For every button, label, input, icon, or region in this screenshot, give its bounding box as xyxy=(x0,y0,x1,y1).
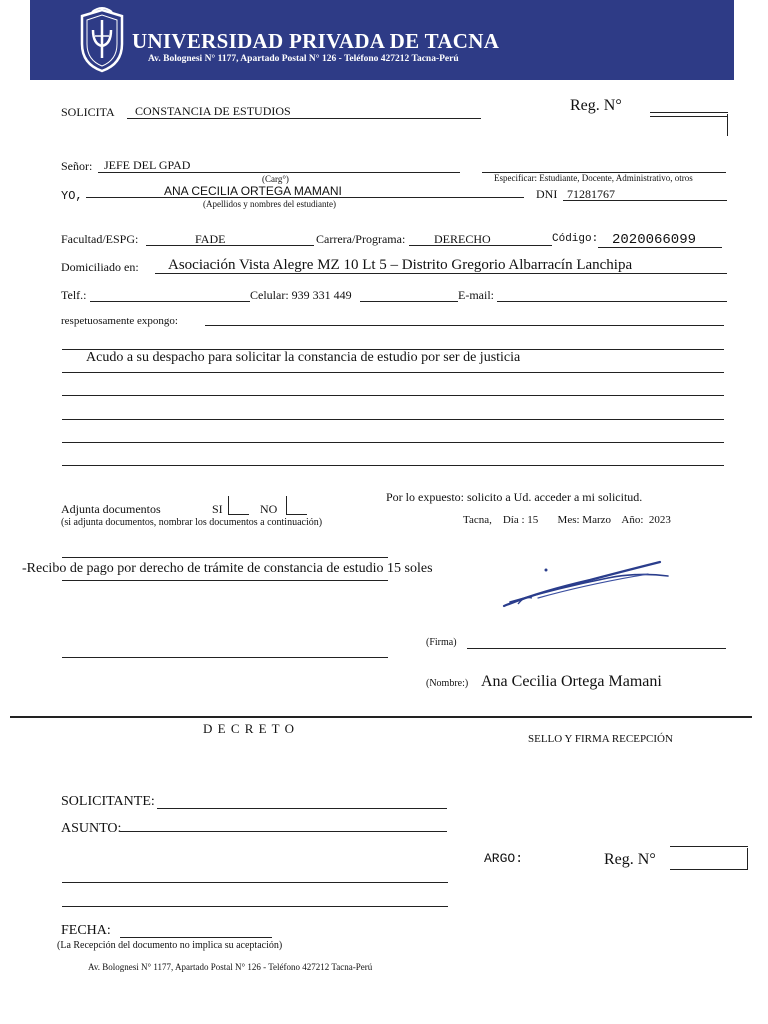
footer-address: Av. Bolognesi N° 1177, Apartado Postal N° 126 - Teléfono 427212 Tacna-Perú xyxy=(88,962,373,972)
nombre-label: (Nombre:) xyxy=(426,678,469,689)
yo-label: YO, xyxy=(61,189,83,203)
senor-value[interactable]: JEFE DEL GPAD xyxy=(104,158,191,172)
signature-icon xyxy=(498,558,678,614)
codigo-label: Código: xyxy=(552,233,599,245)
facultad-value[interactable]: FADE xyxy=(195,232,226,246)
expongo-text[interactable]: Acudo a su despacho para solicitar la constancia de estudio por ser de justicia xyxy=(86,350,521,365)
reg-number-label: Reg. N° xyxy=(570,97,622,114)
sello-firma-recepcion: SELLO Y FIRMA RECEPCIÓN xyxy=(528,733,673,745)
cargo-label: ARGO: xyxy=(484,851,524,866)
decreto-title: D E C R E T O xyxy=(203,721,295,736)
header-banner xyxy=(30,0,734,80)
facultad-label: Facultad/ESPG: xyxy=(61,232,139,246)
section-divider xyxy=(10,716,752,718)
senor-label: Señor: xyxy=(61,159,93,173)
solicitante-label: SOLICITANTE: xyxy=(61,794,155,809)
domicilio-value[interactable]: Asociación Vista Alegre MZ 10 Lt 5 – Distrito Gregorio Albarracín Lanchipa xyxy=(168,257,633,273)
recepcion-note: (La Recepción del documento no implica su aceptación) xyxy=(57,940,283,951)
por-lo-expuesto-text: Por lo expuesto: solicito a Ud. acceder a mi solicitud. xyxy=(386,490,643,504)
dni-value[interactable]: 71281767 xyxy=(567,187,615,201)
documento-adjunto-1[interactable]: -Recibo de pago por derecho de trámite de constancia de estudio 15 soles xyxy=(22,561,433,576)
university-crest-icon xyxy=(76,6,128,74)
asunto-label: ASUNTO: xyxy=(61,821,122,836)
adjunta-si-checkbox[interactable] xyxy=(228,496,249,515)
especificar-hint: Especificar: Estudiante, Docente, Administrativo, otros xyxy=(494,173,693,183)
celular-label: Celular: 939 331 449 xyxy=(250,288,352,302)
university-name: UNIVERSIDAD PRIVADA DE TACNA xyxy=(132,29,500,53)
header-address: Av. Bolognesi N° 1177, Apartado Postal N° 126 - Teléfono 427212 Tacna-Perú xyxy=(148,54,459,64)
solicita-label: SOLICITA xyxy=(61,105,115,119)
telefono-label: Telf.: xyxy=(61,288,87,302)
cargo-hint: (Carg°) xyxy=(262,174,289,184)
adjunta-hint: (si adjunta documentos, nombrar los documentos a continuación) xyxy=(61,517,323,528)
student-name-value[interactable]: ANA CECILIA ORTEGA MAMANI xyxy=(164,184,342,198)
reg-number-decreto-label: Reg. N° xyxy=(604,851,656,868)
adjunta-no-checkbox[interactable] xyxy=(286,496,307,515)
codigo-value[interactable]: 2020066099 xyxy=(612,232,697,248)
email-label: E-mail: xyxy=(458,288,494,302)
carrera-label: Carrera/Programa: xyxy=(316,232,406,246)
dni-label: DNI xyxy=(536,187,558,201)
domicilio-label: Domiciliado en: xyxy=(61,260,139,274)
adjunta-si-label: SI xyxy=(212,502,223,516)
adjunta-no-label: NO xyxy=(260,502,278,516)
solicita-value[interactable]: CONSTANCIA DE ESTUDIOS xyxy=(135,104,291,118)
nombre-value[interactable]: Ana Cecilia Ortega Mamani xyxy=(481,673,662,690)
student-name-hint: (Apellidos y nombres del estudiante) xyxy=(203,199,336,209)
firma-label: (Firma) xyxy=(426,637,457,648)
expongo-label: respetuosamente expongo: xyxy=(61,315,178,327)
fecha-solicitud: Tacna, Día : 15 Mes: Marzo Año: 2023 xyxy=(463,514,671,526)
carrera-value[interactable]: DERECHO xyxy=(434,232,491,246)
adjunta-label: Adjunta documentos xyxy=(61,502,161,516)
fecha-label: FECHA: xyxy=(61,923,111,938)
